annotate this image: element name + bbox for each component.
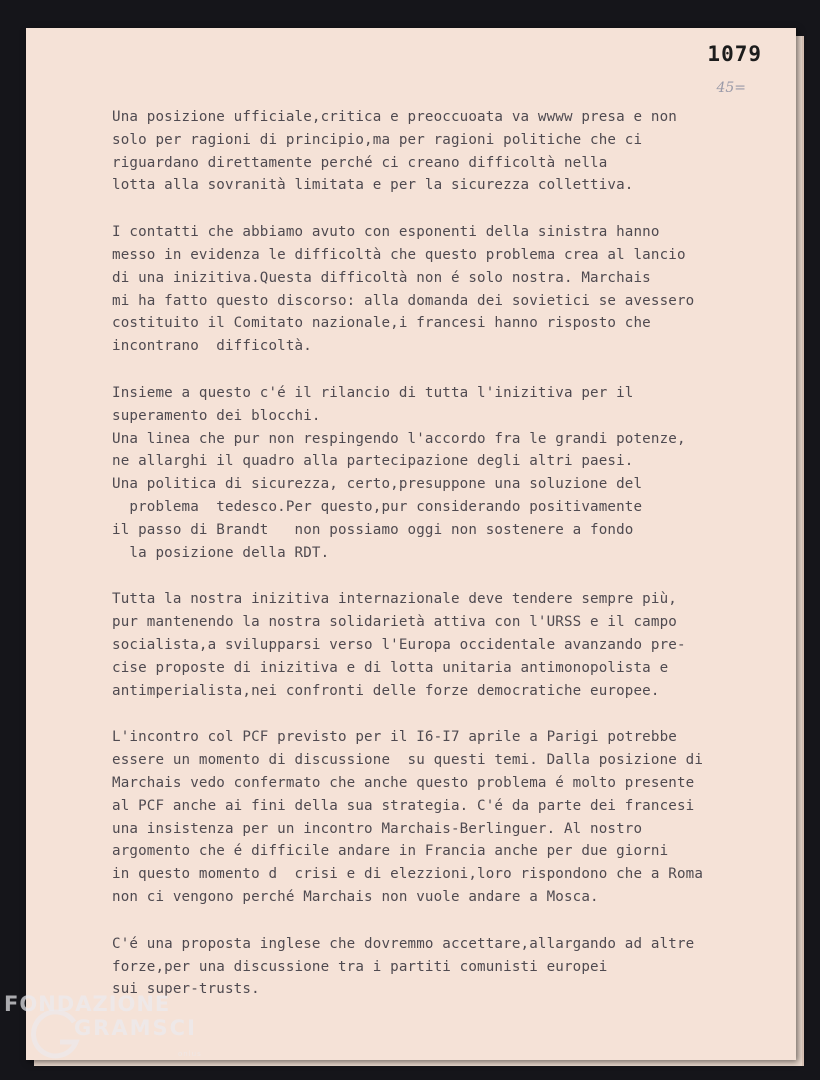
text-line: superamento dei blocchi.: [112, 407, 321, 424]
paragraph: [112, 726, 772, 908]
text-line: incontrano difficoltà.: [112, 338, 312, 355]
watermark-line1: FONDAZIONE: [4, 992, 171, 1016]
text-line: socialista,a svilupparsi verso l'Europa occidentale avanzando pre-: [112, 636, 686, 653]
text-line: il passo di Brandt non possiamo oggi non sostenere a fondo: [112, 521, 634, 538]
document-page: [26, 28, 796, 1060]
text-line: ne allarghi il quadro alla partecipazione degli altri paesi.: [112, 453, 634, 470]
text-line: Marchais vedo confermato che anche questo problema é molto presente: [112, 774, 695, 791]
text-line: argomento che é difficile andare in Francia anche per due giorni: [112, 843, 669, 860]
text-line: problema tedesco.Per questo,pur considerando positivamente: [112, 498, 643, 515]
text-line: Tutta la nostra inizitiva internazionale deve tendere sempre più,: [112, 591, 677, 608]
paragraph: [112, 382, 772, 564]
text-line: antimperialista,nei confronti delle forze democratiche europee.: [112, 682, 660, 699]
text-line: la posizione della RDT.: [112, 544, 330, 561]
paragraph: [112, 933, 772, 1001]
text-line: Insieme a questo c'é il rilancio di tutta l'inizitiva per il: [112, 384, 634, 401]
text-line: C'é una proposta inglese che dovremmo accettare,allargando ad altre: [112, 935, 695, 952]
text-line: lotta alla sovranità limitata e per la sicurezza collettiva.: [112, 177, 634, 194]
text-line: Una posizione ufficiale,critica e preoccuoata va wwww presa e non: [112, 109, 677, 125]
text-line: in questo momento d crisi e di elezzioni,loro rispondono che a Roma: [112, 866, 704, 883]
text-line: essere un momento di discussione su questi temi. Dalla posizione di: [112, 752, 704, 769]
text-line: messo in evidenza le difficoltà che questo problema crea al lancio: [112, 246, 686, 263]
text-line: Una linea che pur non respingendo l'accordo fra le grandi potenze,: [112, 430, 686, 447]
text-line: riguardano direttamente perché ci creano difficoltà nella: [112, 154, 608, 171]
text-line: I contatti che abbiamo avuto con esponenti della sinistra hanno: [112, 224, 660, 241]
text-line: mi ha fatto questo discorso: alla domanda dei sovietici se avessero: [112, 292, 695, 309]
paragraph: [112, 588, 772, 702]
text-line: sui super-trusts.: [112, 981, 260, 998]
paragraph: [112, 221, 772, 358]
watermark-sub: onlus: [178, 1050, 202, 1058]
text-line: non ci vengono perché Marchais non vuole andare a Mosca.: [112, 888, 599, 905]
text-line: pur mantenendo la nostra solidarietà attiva con l'URSS e il campo: [112, 614, 677, 631]
text-line: una insistenza per un incontro Marchais-Berlinguer. Al nostro: [112, 820, 643, 837]
typewritten-body: [112, 106, 772, 1025]
text-line: L'incontro col PCF previsto per il I6-I7 aprile a Parigi potrebbe: [112, 729, 677, 746]
paragraph: [112, 106, 772, 197]
text-line: di una inizitiva.Questa difficoltà non é solo nostra. Marchais: [112, 269, 651, 286]
text-line: forze,per una discussione tra i partiti comunisti europei: [112, 958, 608, 975]
text-line: al PCF anche ai fini della sua strategia. C'é da parte dei francesi: [112, 797, 695, 814]
watermark-line2: GRAMSCI: [74, 1016, 197, 1040]
text-line: costituito il Comitato nazionale,i francesi hanno risposto che: [112, 315, 651, 332]
text-line: Una politica di sicurezza, certo,presuppone una soluzione del: [112, 476, 643, 493]
text-line: solo per ragioni di principio,ma per ragioni politiche che ci: [112, 131, 643, 148]
text-line: cise proposte di inizitiva e di lotta unitaria antimonopolista e: [112, 659, 669, 676]
page-number: 1079: [707, 42, 762, 66]
handwritten-folio-note: 45=: [716, 80, 746, 96]
